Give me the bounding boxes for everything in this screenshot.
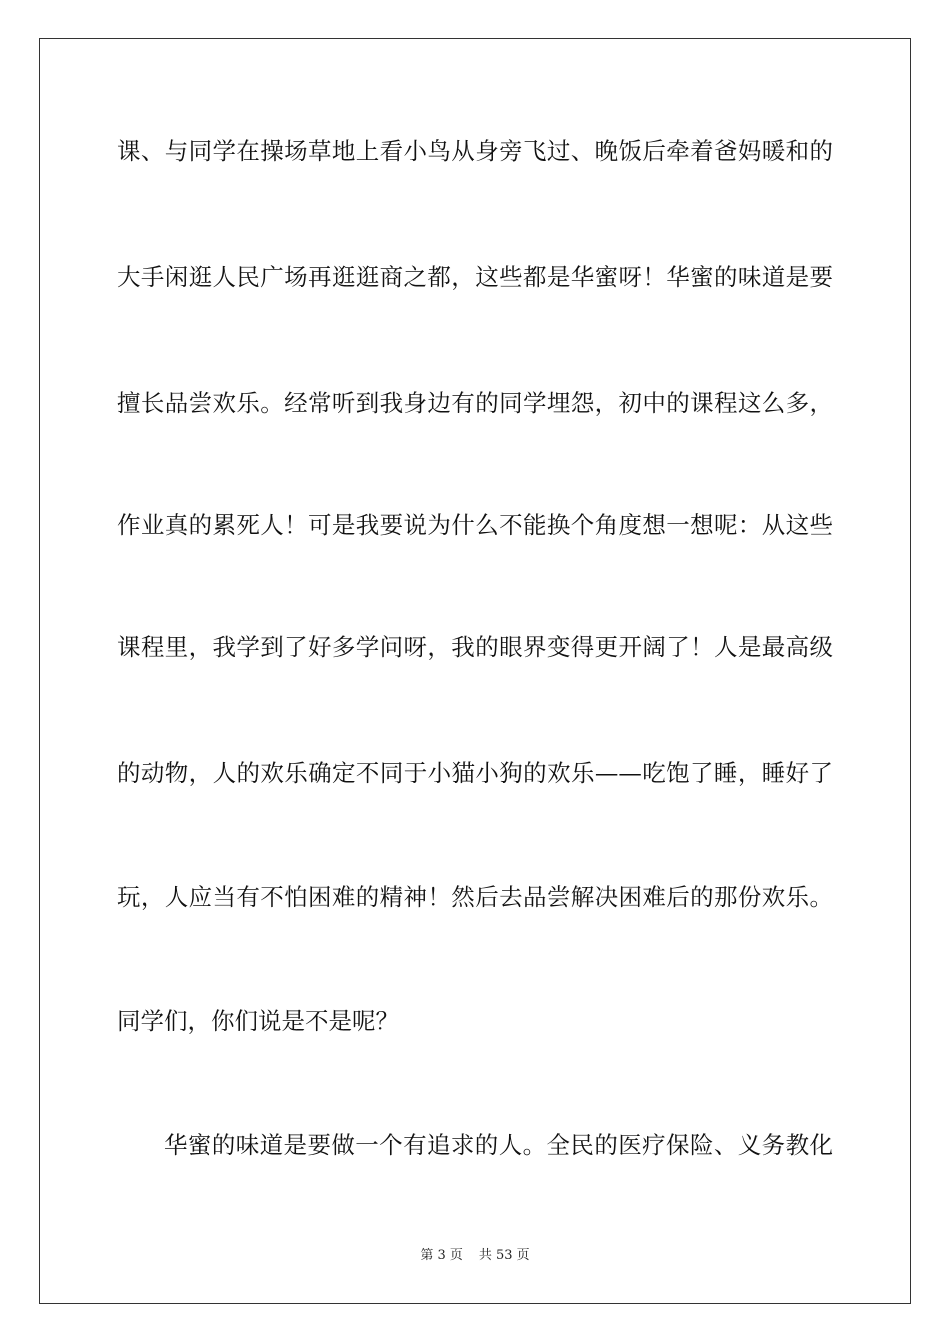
body-line-7: 玩，人应当有不怕困难的精神！然后去品尝解决困难后的那份欢乐。 [117, 883, 833, 911]
body-line-4: 作业真的累死人！可是我要说为什么不能换个角度想一想呢：从这些 [117, 511, 833, 539]
body-line-3: 擅长品尝欢乐。经常听到我身边有的同学埋怨，初中的课程这么多， [117, 389, 833, 417]
body-line-8: 同学们，你们说是不是呢？ [117, 1007, 399, 1035]
body-line-2: 大手闲逛人民广场再逛逛商之都，这些都是华蜜呀！华蜜的味道是要 [117, 263, 833, 291]
page-border [39, 38, 911, 1304]
page-number: 第 3 页 [420, 1248, 463, 1263]
page-total: 共 53 页 [478, 1248, 530, 1263]
body-line-9: 华蜜的味道是要做一个有追求的人。全民的医疗保险、义务教化 [164, 1131, 833, 1159]
body-line-6: 的动物，人的欢乐确定不同于小猫小狗的欢乐——吃饱了睡，睡好了 [117, 759, 833, 787]
body-line-5: 课程里，我学到了好多学问呀，我的眼界变得更开阔了！人是最高级 [117, 633, 833, 661]
page-footer [0, 1248, 950, 1264]
body-line-1: 课、与同学在操场草地上看小鸟从身旁飞过、晚饭后牵着爸妈暖和的 [117, 137, 833, 165]
